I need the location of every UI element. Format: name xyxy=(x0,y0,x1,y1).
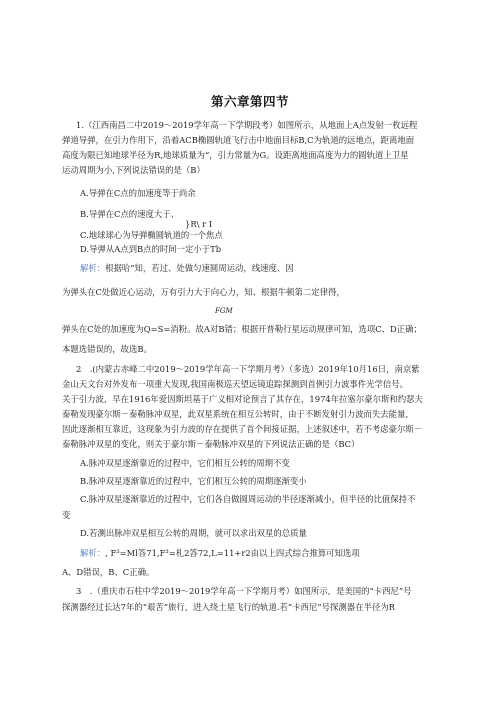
q1-option-d: D.导弹从A点到B点的时间一定小于Tb xyxy=(80,244,222,254)
q3-line-1: 3 .（重庆市石柱中学2019～2019学年高一下学期月考）如图所示，是美国的“卡西尼”号 xyxy=(76,586,412,596)
q2-option-c: C.脉冲双星逐渐靠近的过程中，它们各自做圆周运动的半径逐渐减小，但半径的比值保持不 xyxy=(80,494,416,504)
q1-analysis-line-1 xyxy=(80,263,442,274)
q2-analysis-line-2: A、D错误，B、C正确。 xyxy=(62,567,155,577)
q1-analysis-line-3: 弹头在C处的加速度为Q=S=消粉。故A对B错；根据开普勒行星运动规律可知，选项C、D正确； xyxy=(62,324,422,334)
q2-option-d: D.若测出脉冲双星相互公转的周期，就可以求出双星的总质量 xyxy=(80,528,307,538)
q1-line-3: 高度为限已知地球半径为R,地球质量为“，引力常量为G。设距离地面高度为力的圆轨道上卫星 xyxy=(62,150,409,160)
q2-analysis-line-1 xyxy=(80,548,442,559)
q3-line-2: 探测器经过长达7年的“艰苦”旅行，进入绕土星飞行的轨道.若“卡西尼”号探测器在半径为R xyxy=(62,602,395,612)
page-title: 第六章第四节 xyxy=(210,94,289,109)
q1-analysis-line-2: 为弹头在C处做近心运动，万有引力大于向心力，知、根据牛顿第二定律得， xyxy=(62,287,345,297)
analysis-label: 解析： xyxy=(80,548,106,558)
q2-option-b: B.脉冲双星逐渐靠近的过程中，它们相互公转的周期逐渐变小 xyxy=(80,476,307,486)
q2-line-2: 金山天文台对外发布一项重大发现,我国南极巡天望远镜追踪探测到首例引力波事件光学信号。 xyxy=(62,379,409,389)
q2-line-6: 泰勒脉冲双星的变化，则关于豪尔斯－泰勒脉冲双星的下列说法正确的是（BC） xyxy=(62,439,360,449)
q2-line-5: 因此逐渐相互靠近，这现象为引力波的存在提供了首个间接证据，上述叙述中，若不考虑豪尔斯－ xyxy=(62,424,423,434)
q1-line-2: 弹道导弹，在引力作用下，沿着ACB椭圆轨道飞行击中地面目标B,C为轨道的远地点，距离地面 xyxy=(62,135,415,145)
q1-analysis-line-4: 本题选错误的，故选B。 xyxy=(62,344,152,354)
q1-option-b: B.导弹在C点的速度大于、 xyxy=(80,209,179,219)
analysis-label: 解析： xyxy=(80,263,106,273)
q1-line-4: 运动周期为小,下列说法错误的是（B） xyxy=(62,165,205,175)
q2-analysis-text-1: , F³=Ml答71,F³=札2答72,L=11+r2由以上四式综合推算可知选项 xyxy=(105,548,360,558)
q1-option-a: A.导弹在C点的加速度等于尚余 xyxy=(80,188,196,198)
q1-analysis-text-1: 根据哈”知，若过、处做匀速圆周运动，线速度、因 xyxy=(105,263,294,273)
q2-option-c-cont: 变 xyxy=(62,510,71,520)
q1-option-c: C.地球球心为导弹椭圆轨道的一个焦点 xyxy=(80,230,223,240)
q2-option-a: A.脉冲双星逐渐靠近的过程中，它们相互公转的周期不变 xyxy=(80,458,290,468)
q1-line-1: 1.（江西南昌二中2019～2019学年高一下学期段考）如图所示，从地面上A点发射一枚远程 xyxy=(76,120,418,130)
q2-line-4: 泰勒发现豪尔斯－泰勒脉冲双星，此双星系统在相互公转时，由于不断发射引力波而失去能量， xyxy=(62,409,414,419)
q2-line-1: 2 .(内蒙古赤峰二中2019～2019学年高一下学期月考）（多选）2019年10月16日，南京紫 xyxy=(76,364,420,374)
q1-formula-fragment: }R\ r I xyxy=(185,219,213,229)
q2-line-3: 关于引力波，早在1916年爱因斯坦基于广义相对论预言了其存在，1974年拉塞尔豪尔斯和约瑟夫 xyxy=(62,394,423,404)
q1-formula-fgm: FGM xyxy=(215,307,233,315)
